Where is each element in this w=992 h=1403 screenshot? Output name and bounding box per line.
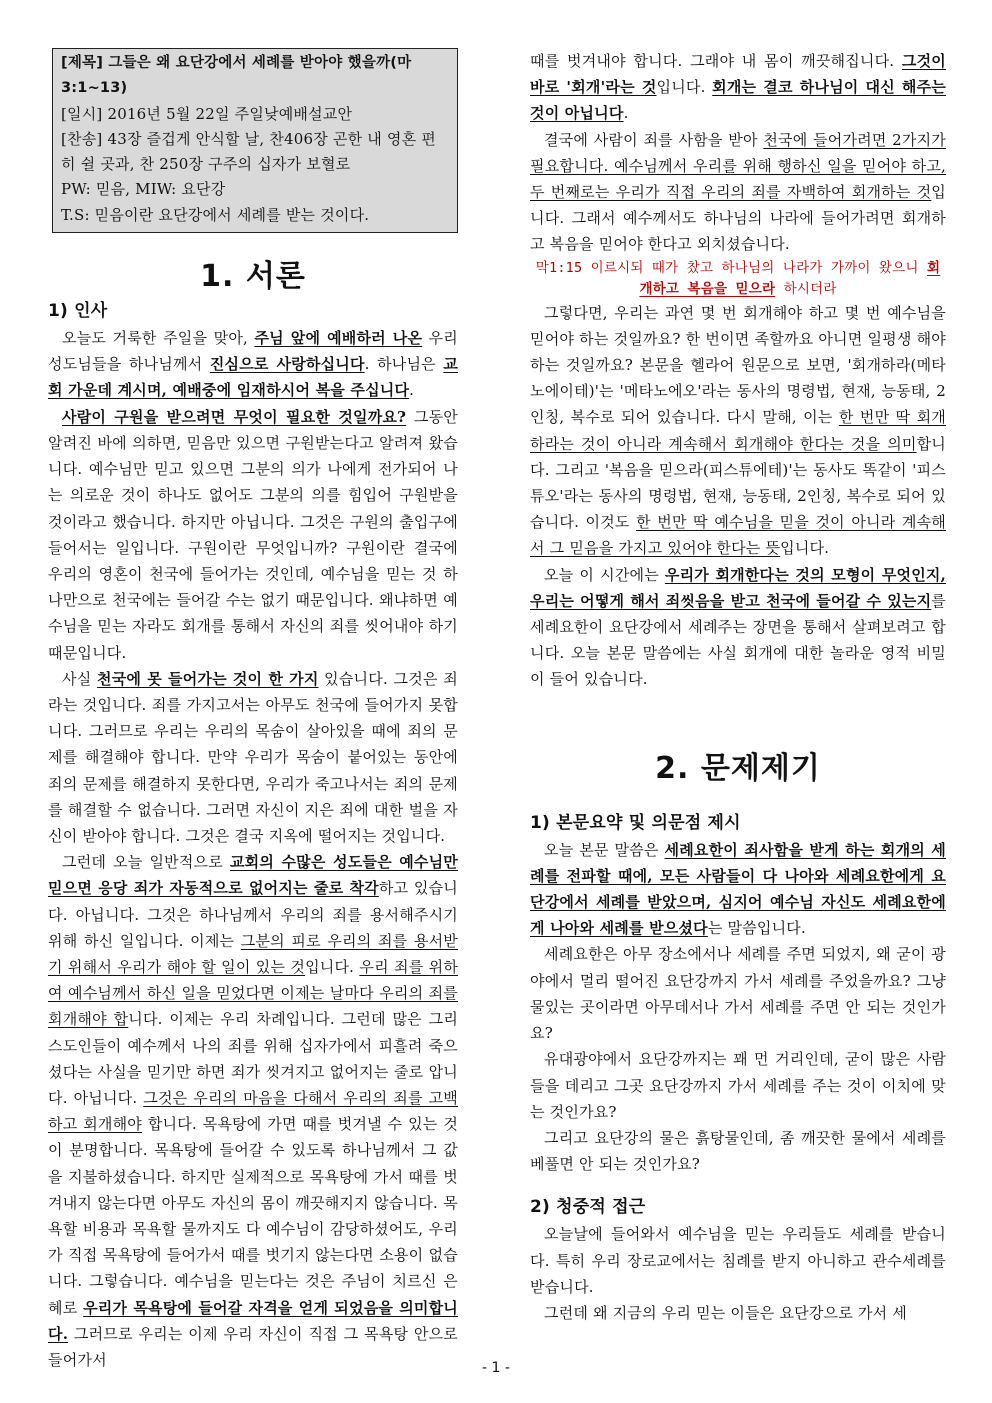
- paragraph-today-purpose: 오늘 이 시간에는 우리가 회개한다는 것의 모형이 무엇인지, 우리는 어떻게 해서 죄씻음을 받고 천국에 들어갈 수 있는지를 세례요한이 요단강에서 세례주는 장면을 통해서 살펴보려고 합니다. 오늘 본문 말씀에는 사실 회개에 대한 놀라운 영적 비밀이 들어 있습니다.: [530, 565, 946, 689]
- sermon-hymns: [찬송] 43장 즐겁게 안식할 날, 찬406장 곤한 내 영혼 편히 쉴 곳과, 찬 250장 구주의 십자가 보혈로: [61, 129, 436, 174]
- paragraph-salvation-question: 사람이 구원을 받으려면 무엇이 필요한 것일까요? 그동안 알려진 바에 의하면, 믿음만 있으면 구원받는다고 알려져 왔습니다. 예수님만 믿고 있으면 그분의 의가 나에게 전가되어 나는 의로운 것이 하나도 없어도 그분의 의를 힘입어 구원받을 것이라고 했습니다. 하지만 아닙니다. 그것은 구원의 출입구에 들어서는 일입니다. 구원이란 무엇입니까? 구원이란 결국에 우리의 영혼이 천국에 들어가는 것인데, 예수님을 믿는 것 하나만으로 천국에는 들어갈 수는 없기 때문입니다. 왜냐하면 예수님을 믿는 자라도 회개를 통해서 자신의 죄를 씻어내야 하기 때문입니다.: [48, 407, 458, 662]
- subsection-greeting-heading: 1) 인사: [48, 301, 108, 322]
- subsection-summary-heading: 1) 본문요약 및 의문점 제시: [530, 812, 741, 833]
- bible-verse-mark-1-15: 막1:15 이르시되 때가 찼고 하나님의 나라가 가까이 왔으니 회개하고 복음을 믿으라 하시더라: [535, 259, 941, 297]
- left-column: [48, 48, 458, 1373]
- paragraph-sin-barrier: 사실 천국에 못 들어가는 것이 한 가지 있습니다. 그것은 죄라는 것입니다. 죄를 가지고서는 아무도 천국에 들어가지 못합니다. 그러므로 우리는 우리의 목숨이 살아있을 때에 죄의 문제를 해결해야 합니다. 만약 우리가 목숨이 붙어있는 동안에 죄의 문제를 해결하지 못한다면, 우리가 죽고나서는 죄의 문제를 해결할 수 없습니다. 그러면 자신이 지은 죄에 대한 벌을 자신이 받아야 합니다. 그것은 결국 지옥에 떨어지는 것입니다.: [48, 669, 458, 845]
- paragraph-audience-baptism: 오늘날에 들어와서 예수님을 믿는 우리들도 세례를 받습니다. 특히 우리 장로교에서는 침례를 받지 아니하고 관수세례를 받습니다.: [530, 1225, 946, 1296]
- sermon-title: [제목] 그들은 왜 요단강에서 세례를 받아야 했을까(마3:1~13): [61, 55, 412, 97]
- paragraph-question-distance: 유대광야에서 요단강까지는 꽤 먼 거리인데, 굳이 많은 사람들을 데리고 그곳 요단강까지 가서 세례를 주는 것이 이치에 맞는 것인가요?: [530, 1050, 946, 1121]
- paragraph-question-place: 세례요한은 아무 장소에서나 세례를 주면 되었지, 왜 굳이 광야에서 멀리 떨어진 요단강까지 가서 세례를 주었을까요? 그냥 물있는 곳이라면 아무데서나 가서 세례를 주면 안 되는 것인가요?: [530, 945, 946, 1043]
- page-number: - 1 -: [482, 1360, 510, 1376]
- paragraph-audience-question: 그런데 왜 지금의 우리 믿는 이들은 요단강으로 가서 세: [544, 1303, 907, 1322]
- paragraph-question-water: 그리고 요단강의 물은 흙탕물인데, 좀 깨끗한 물에서 세례를 베풀면 안 되는 것인가요?: [530, 1128, 946, 1174]
- paragraph-repentance-bath: 그런데 오늘 일반적으로 교회의 수많은 성도들은 예수님만 믿으면 응당 죄가 자동적으로 없어지는 줄로 착각하고 있습니다. 아닙니다. 그것은 하나님께서 우리의 죄를 용서해주시기 위해 하신 일입니다. 이제는 그분의 피로 우리의 죄를 용서받기 위해서 우리가 해야 할 일이 있는 것입니다. 우리 죄를 위하여 예수님께서 하신 일을 믿었다면 이제는 날마다 우리의 죄를 회개해야 합니다. 이제는 우리 차례입니다. 그런데 많은 그리스도인들이 예수께서 나의 죄를 위해 십자가에서 피흘려 죽으셨다는 사실을 믿기만 하면 죄가 씻겨지고 없어지는 줄로 압니다. 아닙니다. 그것은 우리의 마음을 다해서 우리의 죄를 고백하고 회개해야 합니다. 목욕탕에 가면 때를 벗겨낼 수 있는 것이 분명합니다. 목욕탕에 들어갈 수 있도록 하나님께서 그 값을 지불하셨습니다. 하지만 실제적으로 목욕탕에 가서 때를 벗겨내지 않는다면 아무도 자신의 몸이 깨끗해지지 않습니다. 목욕할 비용과 목욕할 물까지도 다 예수님이 감당하셨어도, 우리가 직접 목욕탕에 들어가서 때를 벗기지 않는다면 소용이 없습니다. 그렇습니다. 예수님을 믿는다는 것은 주님이 치르신 은혜로 우리가 목욕탕에 들어갈 자격을 얻게 되었음을 의미합니다. 그러므로 우리는 이제 우리 자신이 직접 그 목욕탕 안으로 들어가서: [48, 853, 459, 1369]
- paragraph-text-summary: 오늘 본문 말씀은 세례요한이 죄사함을 받게 하는 회개의 세례를 전파할 때에, 모든 사람들이 다 나아와 세례요한에게 요단강에서 세례를 받았으며, 심지어 예수님 자신도 세례요한에게 나아와 세례를 받으셨다는 말씀입니다.: [530, 840, 946, 938]
- right-column: [530, 48, 946, 1326]
- subsection-audience-heading: 2) 청중적 접근: [530, 1197, 646, 1218]
- paragraph-two-requirements: 결국에 사람이 죄를 사함을 받아 천국에 들어가려면 2가지가 필요합니다. 예수님께서 우리를 위해 행하신 일을 믿어야 하고, 두 번째로는 우리가 직접 우리의 죄를 자백하여 회개하는 것입니다. 그래서 예수께서도 하나님의 나라에 들어가려면 회개하고 복음을 믿어야 한다고 외치셨습니다.: [530, 130, 947, 254]
- paragraph-repentance-continued: 때를 벗겨내야 합니다. 그래야 내 몸이 깨끗해집니다. 그것이 바로 '회개'라는 것입니다. 회개는 결코 하나님이 대신 해주는 것이 아닙니다.: [530, 52, 946, 123]
- paragraph-greek-grammar: 그렇다면, 우리는 과연 몇 번 회개해야 하고 몇 번 예수님을 믿어야 하는 것일까요? 한 번이면 족할까요 아니면 일평생 해야 하는 것일까요? 본문을 헬라어 원문으로 보면, '회개하라(메타노에이테)'는 '메타노에오'라는 동사의 명령법, 현재, 능동태, 2인칭, 복수로 되어 있습니다. 다시 말해, 이는 한 번만 딱 회개하라는 것이 아니라 계속해서 회개해야 한다는 것을 의미합니다. 그리고 '복음을 믿으라(피스튜에테)'는 동사도 똑같이 '피스튜오'라는 동사의 명령법, 현재, 능동태, 2인칭, 복수로 되어 있습니다. 이것도 한 번만 딱 예수님을 믿을 것이 아니라 계속해서 그 믿음을 가지고 있어야 한다는 뜻입니다.: [530, 303, 947, 558]
- paragraph-greeting: 오늘도 거룩한 주일을 맞아, 주님 앞에 예배하러 나온 우리 성도님들을 하나님께서 진심으로 사랑하십니다. 하나님은 교회 가운데 계시며, 예배중에 임재하시어 복을 주십니다.: [48, 329, 459, 400]
- sermon-ts: T.S: 믿음이란 요단강에서 세례를 받는 것이다.: [61, 205, 370, 224]
- sermon-pw: PW: 믿음, MIW: 요단강: [61, 180, 226, 199]
- section-2-heading: 2. 문제제기: [655, 750, 821, 786]
- sermon-info-box: [52, 48, 458, 233]
- sermon-date: [일시] 2016년 5월 22일 주일낮예배설교안: [61, 104, 353, 123]
- section-1-heading: 1. 서론: [200, 259, 306, 295]
